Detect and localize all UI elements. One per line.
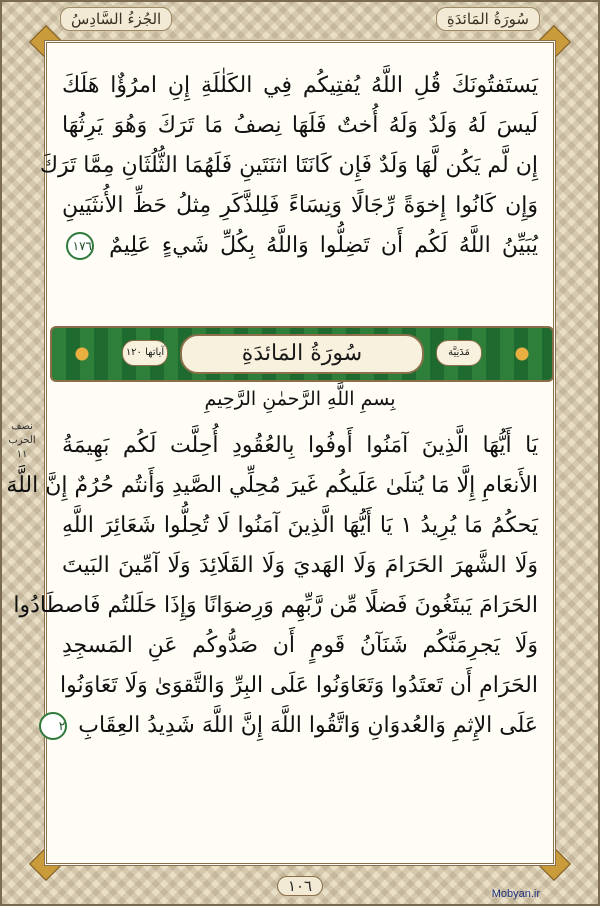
hizb-margin-marker: نصف الحزب ١١ [8,421,36,460]
surah-title: سُورَةُ المَائدَةِ [180,334,424,374]
header-juz-name: الجُزءُ السَّادِسُ [60,7,172,31]
text-line: يَحكُمُ مَا يُرِيدُ ١ يَا أَيُّهَا الَّذِينَ آمَنُوا لَا تُحِلُّوا شَعَائِرَ اللَّهِ [62,513,539,538]
text-line: يَستَفتُونَكَ قُلِ اللَّهُ يُفتِيكُم فِي الكَلٰلَةِ إِنِ امرُؤٌا هَلَكَ [62,73,538,98]
text-line [58,706,538,746]
ayah-number-marker: ١٧٦ [66,232,94,260]
text-line: إِن لَّم يَكُن لَّهَا وَلَدٌ فَإِن كَانَتَا اثنَتَينِ فَلَهُمَا الثُّلُثَانِ مِمَّا تَرَكَ [39,153,538,178]
page-number: ١٠٦ [277,876,323,896]
header-surah-name: سُورَةُ المَائدَةِ [436,7,540,31]
surah-title-banner [50,326,554,382]
banner-revelation-label: مَدَنِيَّة [436,340,482,366]
text-line-content: عَلَى الإِثمِ وَالعُدوَانِ وَاتَّقُوا اللَّهَ إِنَّ اللَّهَ شَدِيدُ العِقَابِ [78,713,538,738]
banner-verse-count: آياتها ١٢٠ [122,340,168,366]
text-line: يَا أَيُّهَا الَّذِينَ آمَنُوا أَوفُوا بِالعُقُودِ أُحِلَّت لَكُم بَهِيمَةُ [62,433,538,458]
bismillah: بِسمِ اللَّهِ الرَّحمٰنِ الرَّحِيمِ [204,388,396,410]
text-line: لَيسَ لَهُ وَلَدٌ وَلَهُ أُختٌ فَلَهَا نِصفُ مَا تَرَكَ وَهُوَ يَرِثُهَا [62,113,538,138]
text-line: الأَنعَامِ إِلَّا مَا يُتلَىٰ عَلَيكُم غَيرَ مُحِلِّي الصَّيدِ وَأَنتُم حُرُمٌ إِنَّ اللَّهَ [6,473,538,498]
text-line: الحَرَامِ أَن تَعتَدُوا وَتَعَاوَنُوا عَلَى البِرِّ وَالتَّقوَىٰ وَلَا تَعَاوَنُوا [59,673,538,698]
text-line: وَلَا يَجرِمَنَّكُم شَنَآنُ قَومٍ أَن صَدُّوكُم عَنِ المَسجِدِ [62,633,538,658]
ayah-number-marker: ٢ [39,712,67,740]
text-line-content: يُبَيِّنُ اللَّهُ لَكُم أَن تَضِلُّوا وَاللَّهُ بِكُلِّ شَيءٍ عَلِيمٌ [109,233,538,258]
text-block-top [39,66,538,266]
text-line: الحَرَامَ يَبتَغُونَ فَضلًا مِّن رَّبِّهِم وَرِضوَانًا وَإِذَا حَلَلتُم فَاصطَادُوا [13,593,538,618]
page-header [60,4,540,34]
text-line: وَلَا الشَّهرَ الحَرَامَ وَلَا الهَديَ وَلَا القَلَائِدَ وَلَا آمِّينَ البَيتَ [62,553,538,578]
watermark-text: Mobyan.ir [491,888,540,900]
text-line [62,226,538,266]
text-line: وَإِن كَانُوا إِخوَةً رِّجَالًا وَنِسَاءً فَلِلذَّكَرِ مِثلُ حَظِّ الأُنثَيَينِ [62,193,538,218]
